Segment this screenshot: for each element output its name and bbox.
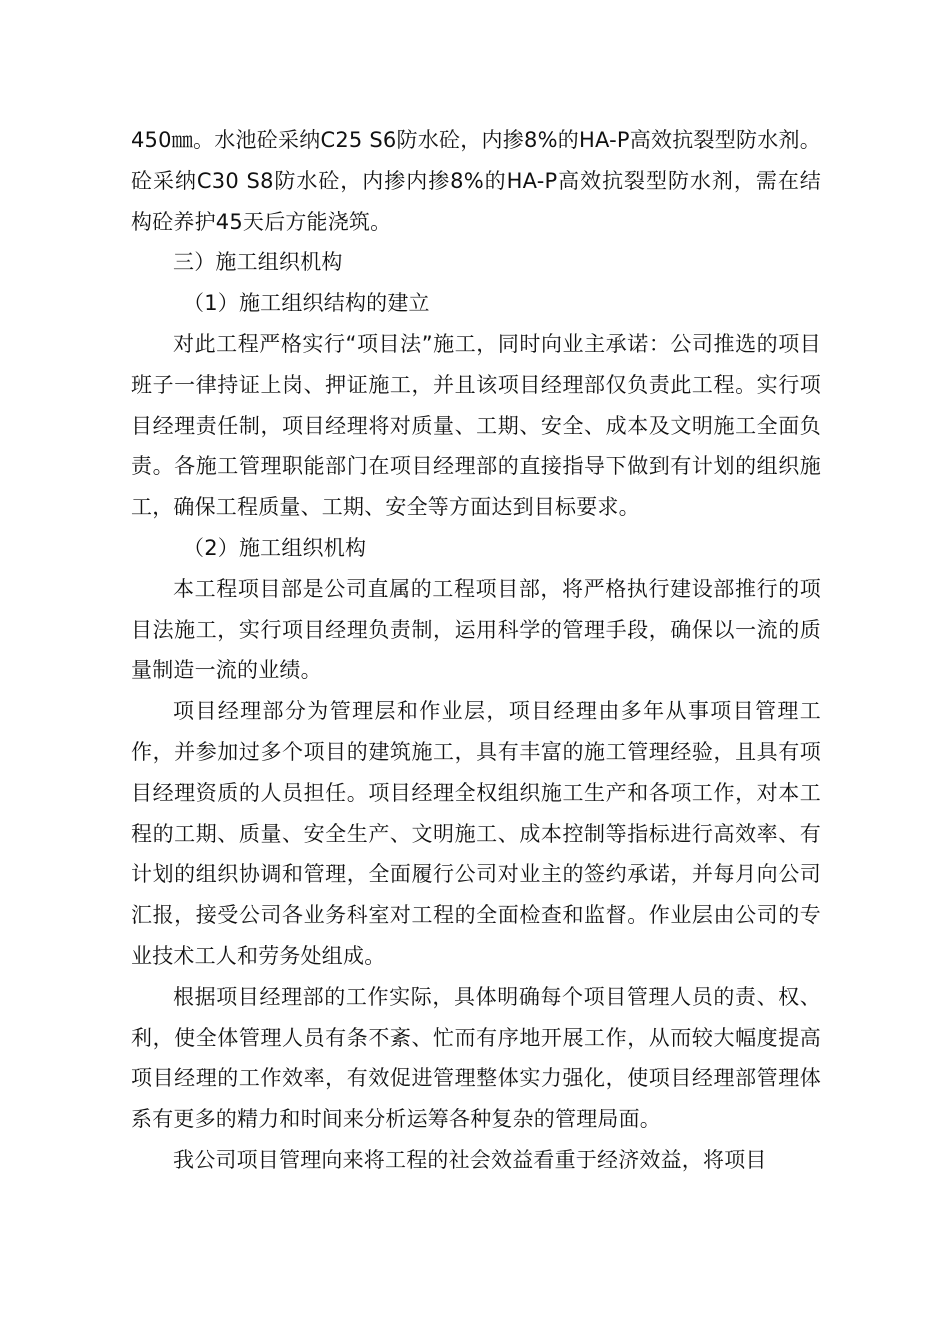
- paragraph-project-department: 本工程项目部是公司直属的工程项目部，将严格执行建设部推行的项目法施工，实行项目经理负责制，运用科学的管理手段，确保以一流的质量制造一流的业绩。: [131, 576, 821, 683]
- subsection-heading-organization: （2）施工组织机构: [183, 535, 367, 560]
- paragraph-continued: 450㎜。水池砼采纳C25 S6防水砼，内掺8%的HA-P高效抗裂型防水剂。砼采纳C30 S8防水砼，内掺内掺8%的HA-P高效抗裂型防水剂，需在结构砼养护45天后方能浇筑。: [131, 128, 821, 234]
- paragraph-social-benefit: 我公司项目管理向来将工程的社会效益看重于经济效益，将项目: [173, 1147, 767, 1172]
- paragraph-management-layers: 项目经理部分为管理层和作业层，项目经理由多年从事项目管理工作，并参加过多个项目的建筑施工，具有丰富的施工管理经验，且具有项目经理资质的人员担任。项目经理全权组织施工生产和各项工作，对本工程的工期、质量、安全生产、文明施工、成本控制等指标进行高效率、有计划的组织协调和管理，全面履行公司对业主的签约承诺，并每月向公司汇报，接受公司各业务科室对工程的全面检查和监督。作业层由公司的专业技术工人和劳务处组成。: [131, 699, 821, 968]
- paragraph-responsibilities: 根据项目经理部的工作实际，具体明确每个项目管理人员的责、权、利，使全体管理人员有条不紊、忙而有序地开展工作，从而较大幅度提高项目经理的工作效率，有效促进管理整体实力强化，使项目经理部管理体系有更多的精力和时间来分析运筹各种复杂的管理局面。: [131, 984, 821, 1132]
- document-body: [131, 120, 821, 1181]
- paragraph-project-law: 对此工程严格实行“项目法”施工，同时向业主承诺：公司推选的项目班子一律持证上岗、押证施工，并且该项目经理部仅负责此工程。实行项目经理责任制，项目经理将对质量、工期、安全、成本及文明施工全面负责。各施工管理职能部门在项目经理部的直接指导下做到有计划的组织施工，确保工程质量、工期、安全等方面达到目标要求。: [131, 331, 821, 520]
- section-heading-organization: 三）施工组织机构: [173, 250, 343, 275]
- subsection-heading-structure: （1）施工组织结构的建立: [183, 291, 430, 316]
